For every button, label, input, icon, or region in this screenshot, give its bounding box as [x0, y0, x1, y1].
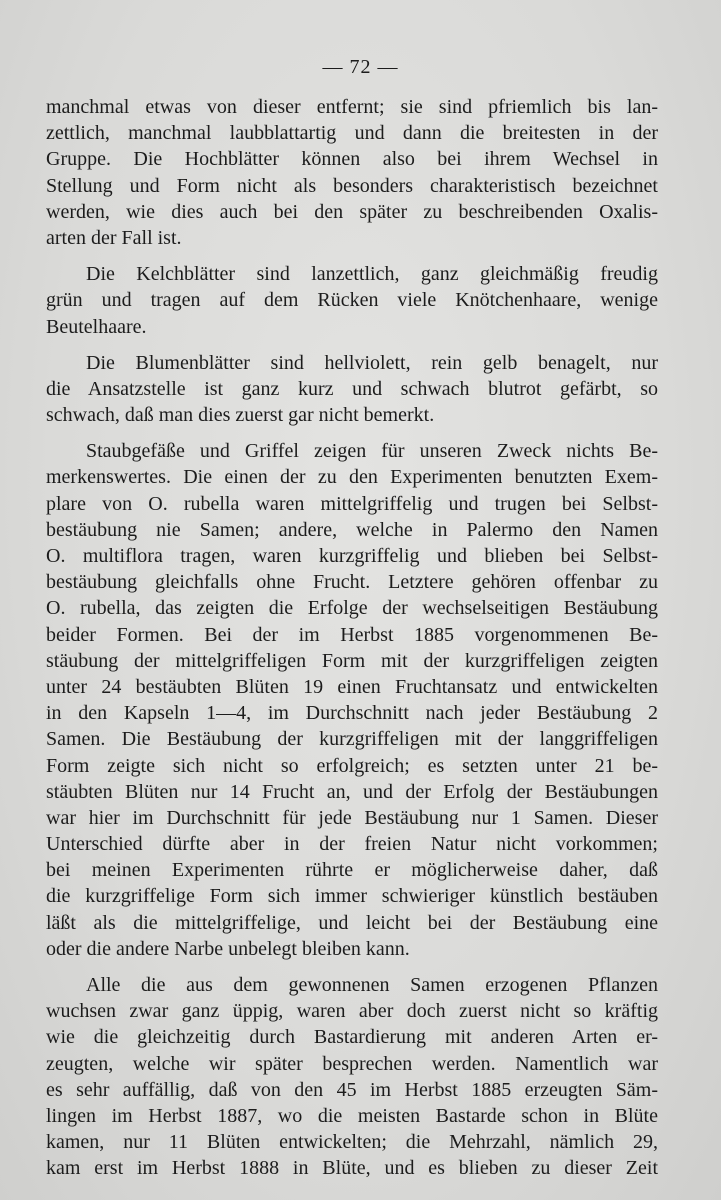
text-line: oder die andere Narbe unbelegt bleiben kann. [46, 937, 410, 960]
text-line: Samen. Die Bestäubung der kurzgriffeligen mit der langgriffeligen [46, 728, 658, 751]
text-line: es sehr auffällig, daß von den 45 im Herbst 1885 erzeugten Säm- [46, 1078, 658, 1101]
text-line: manchmal etwas von dieser entfernt; sie sind pfriemlich bis lan- [46, 96, 658, 118]
text-line: bestäubung nie Samen; andere, welche in Palermo den Namen [46, 518, 658, 541]
text-line: schwach, daß man dies zuerst gar nicht bemerkt. [46, 404, 435, 427]
text-line: bestäubung gleichfalls ohne Frucht. Letztere gehören offenbar zu [46, 571, 658, 594]
text-line: Staubgefäße und Griffel zeigen für unseren Zweck nichts Be- [86, 440, 658, 463]
text-line: läßt als die mittelgriffelige, und leicht bei der Bestäubung eine [46, 911, 658, 934]
text-line: zettlich, manchmal laubblattartig und dann die breitesten in der [46, 122, 658, 145]
text-line: Form zeigte sich nicht so erfolgreich; es setzten unter 21 be- [46, 754, 658, 777]
text-line: bei meinen Experimenten rührte er möglicherweise daher, daß [46, 859, 658, 882]
text-line: in den Kapseln 1—4, im Durchschnitt nach jeder Bestäubung 2 [46, 702, 658, 725]
text-line: Alle die aus dem gewonnenen Samen erzogenen Pflanzen [86, 974, 658, 996]
paragraph [46, 438, 658, 962]
text-line: kamen, nur 11 Blüten entwickelten; die Mehrzahl, nämlich 29, [46, 1131, 658, 1154]
text-line: stäubten Blüten nur 14 Frucht an, und der Erfolg der Bestäubungen [46, 780, 658, 803]
text-line: die kurzgriffelige Form sich immer schwieriger künstlich bestäuben [46, 885, 658, 908]
text-line: unter 24 bestäubten Blüten 19 einen Fruchtansatz und entwickelten [46, 675, 658, 698]
text-line: war hier im Durchschnitt für jede Bestäubung nur 1 Samen. Dieser [46, 806, 658, 829]
text-line: Die Kelchblätter sind lanzettlich, ganz gleichmäßig freudig [86, 263, 658, 286]
text-line: merkenswertes. Die einen der zu den Experimenten benutzten Exem- [46, 466, 658, 489]
body-text [46, 94, 658, 1182]
text-line: lingen im Herbst 1887, wo die meisten Bastarde schon in Blüte [46, 1104, 658, 1127]
text-line: kam erst im Herbst 1888 in Blüte, und es blieben zu dieser Zeit [46, 1157, 658, 1180]
text-line: Unterschied dürfte aber in der freien Natur nicht vorkommen; [46, 833, 658, 856]
text-line: werden, wie dies auch bei den später zu beschreibenden Oxalis- [46, 200, 658, 223]
text-line: Beutelhaare. [46, 315, 147, 338]
page-number: — 72 — [322, 56, 399, 78]
text-line: Gruppe. Die Hochblätter können also bei ihrem Wechsel in [46, 148, 658, 171]
text-line: Stellung und Form nicht als besonders charakteristisch bezeichnet [46, 174, 658, 197]
text-line: wuchsen zwar ganz üppig, waren aber doch zuerst nicht so kräftig [46, 1000, 658, 1023]
paragraph [46, 261, 658, 340]
text-line: die Ansatzstelle ist ganz kurz und schwach blutrot gefärbt, so [46, 377, 658, 400]
text-line: O. rubella, das zeigten die Erfolge der wechselseitigen Bestäubung [46, 597, 658, 620]
text-line: beider Formen. Bei der im Herbst 1885 vorgenommenen Be- [46, 623, 658, 646]
text-line: O. multiflora tragen, waren kurzgriffelig und blieben bei Selbst- [46, 545, 658, 567]
text-line: grün und tragen auf dem Rücken viele Knötchenhaare, wenige [46, 289, 658, 312]
text-line: stäubung der mittelgriffeligen Form mit der kurzgriffeligen zeigten [46, 649, 658, 672]
text-line: wie die gleichzeitig durch Bastardierung mit anderen Arten er- [46, 1026, 658, 1049]
paragraph [46, 972, 658, 1182]
paragraph [46, 94, 658, 251]
text-line: Die Blumenblätter sind hellviolett, rein gelb benagelt, nur [86, 351, 658, 374]
text-line: arten der Fall ist. [46, 226, 182, 249]
paragraph [46, 350, 658, 429]
text-line: plare von O. rubella waren mittelgriffelig und trugen bei Selbst- [46, 492, 658, 515]
text-line: zeugten, welche wir später besprechen werden. Namentlich war [46, 1052, 658, 1075]
